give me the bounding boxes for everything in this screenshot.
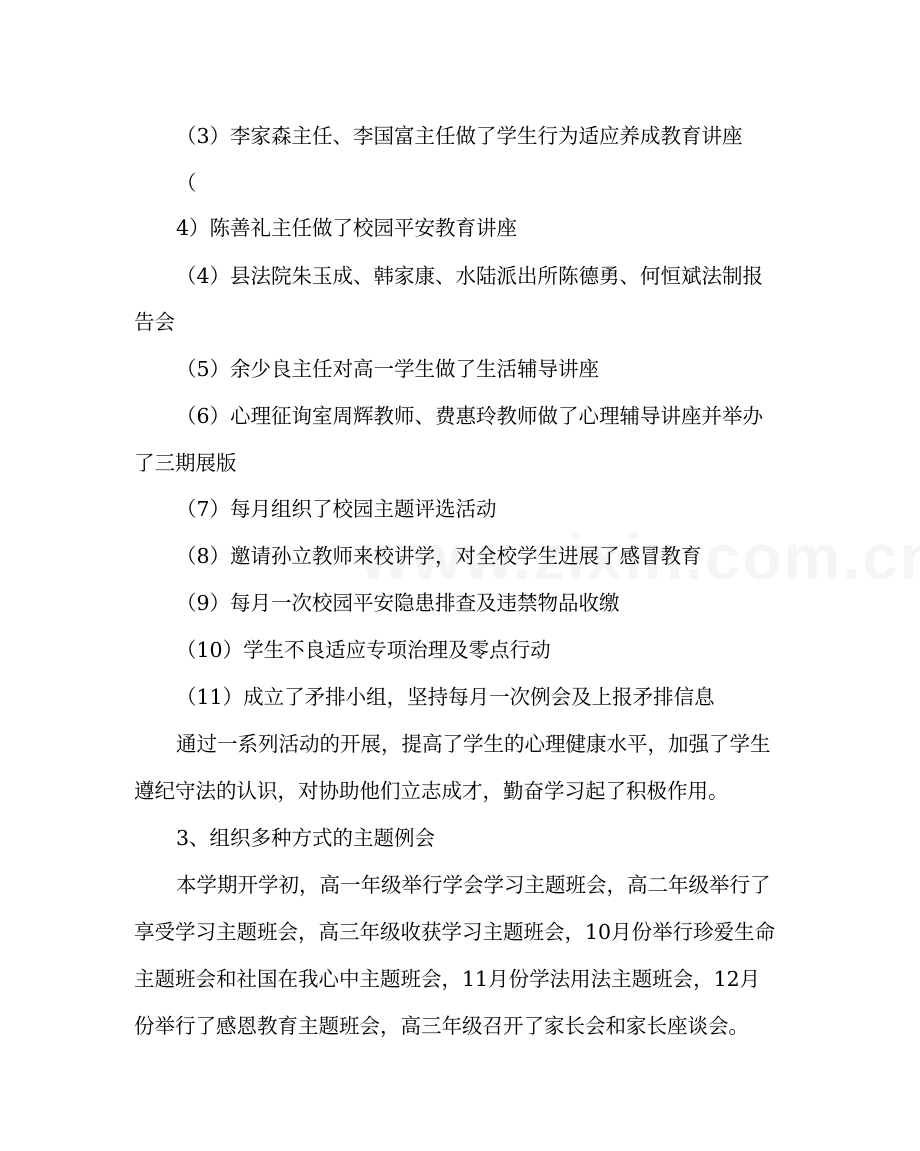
- paragraph-body-line3: 主题班会和社国在我心中主题班会，11月份学法用法主题班会，12月: [134, 967, 761, 991]
- list-item-3: （3）李家森主任、李国富主任做了学生行为适应养成教育讲座: [176, 124, 743, 148]
- list-item-11: （11）成立了矛排小组，坚持每月一次例会及上报矛排信息: [176, 685, 715, 709]
- list-item-5: （5）余少良主任对高一学生做了生活辅导讲座: [176, 357, 600, 381]
- paragraph-body-line4: 份举行了感恩教育主题班会，高三年级召开了家长会和家长座谈会。: [134, 1014, 749, 1038]
- section-heading: 3、组织多种方式的主题例会: [176, 826, 436, 850]
- paragraph-summary: 通过一系列活动的开展，提高了学生的心理健康水平，加强了学生: [176, 732, 771, 756]
- list-item-9: （9）每月一次校园平安隐患排查及违禁物品收缴: [176, 591, 620, 615]
- list-item-6: （6）心理征询室周辉教师、费惠玲教师做了心理辅导讲座并举办: [176, 404, 764, 428]
- list-item-6-cont: 了三期展版: [134, 451, 237, 475]
- list-item-4b: （4）县法院朱玉成、韩家康、水陆派出所陈德勇、何恒斌法制报: [176, 264, 764, 288]
- list-item-fragment: （: [176, 171, 197, 195]
- list-item-4a: 4）陈善礼主任做了校园平安教育讲座: [176, 216, 518, 240]
- paragraph-body-line2: 享受学习主题班会，高三年级收获学习主题班会，10月份举行珍爱生命: [134, 920, 776, 944]
- list-item-8: （8）邀请孙立教师来校讲学，对全校学生进展了感冒教育: [176, 544, 702, 568]
- paragraph-summary-cont: 遵纪守法的认识，对协助他们立志成才，勤奋学习起了积极作用。: [134, 779, 729, 803]
- list-item-10: （10）学生不良适应专项治理及零点行动: [176, 638, 551, 662]
- list-item-7: （7）每月组织了校园主题评选活动: [176, 497, 497, 521]
- paragraph-body: 本学期开学初，高一年级举行学会学习主题班会，高二年级举行了: [176, 873, 771, 897]
- list-item-4b-cont: 告会: [134, 310, 175, 334]
